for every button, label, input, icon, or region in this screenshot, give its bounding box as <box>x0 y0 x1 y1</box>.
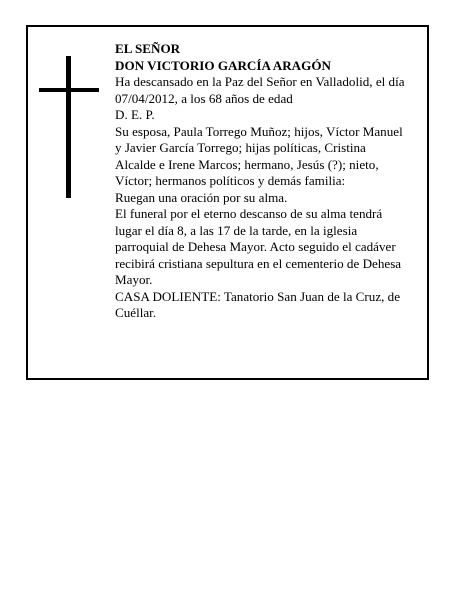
notice-line: Ha descansado en la Paz del Señor en Valladolid, el día <box>115 74 405 89</box>
notice-line: parroquial de Dehesa Mayor. Acto seguido el cadáver <box>115 239 396 254</box>
cross-icon <box>39 56 99 198</box>
notice-line: lugar el día 8, a las 17 de la tarde, en la iglesia <box>115 222 358 238</box>
cross-horizontal-bar <box>39 88 99 92</box>
notice-line: Su esposa, Paula Torrego Muñoz; hijos, Víctor Manuel <box>115 123 403 139</box>
notice-line: Alcalde e Irene Marcos; hermano, Jesús (?); nieto, <box>115 156 379 172</box>
notice-line: y Javier García Torrego; hijas políticas, Cristina <box>115 140 366 155</box>
obituary-notice <box>26 25 429 380</box>
cross-vertical-bar <box>66 56 71 198</box>
notice-line: Mayor. <box>115 272 153 287</box>
heading: EL SEÑOR <box>115 41 181 56</box>
notice-line: Víctor; hermanos políticos y demás familia: <box>115 173 346 188</box>
notice-line: Cuéllar. <box>115 305 157 320</box>
notice-line: D. E. P. <box>115 107 155 122</box>
notice-line: recibirá cristiana sepultura en el cementerio de Dehesa <box>115 255 402 271</box>
deceased-name: DON VICTORIO GARCÍA ARAGÓN <box>115 57 331 73</box>
notice-line: El funeral por el eterno descanso de su alma tendrá <box>115 206 383 221</box>
notice-line: 07/04/2012, a los 68 años de edad <box>115 90 293 106</box>
notice-line: Ruegan una oración por su alma. <box>115 189 288 205</box>
obituary-text <box>115 41 421 322</box>
notice-line: CASA DOLIENTE: Tanatorio San Juan de la Cruz, de <box>115 288 401 304</box>
